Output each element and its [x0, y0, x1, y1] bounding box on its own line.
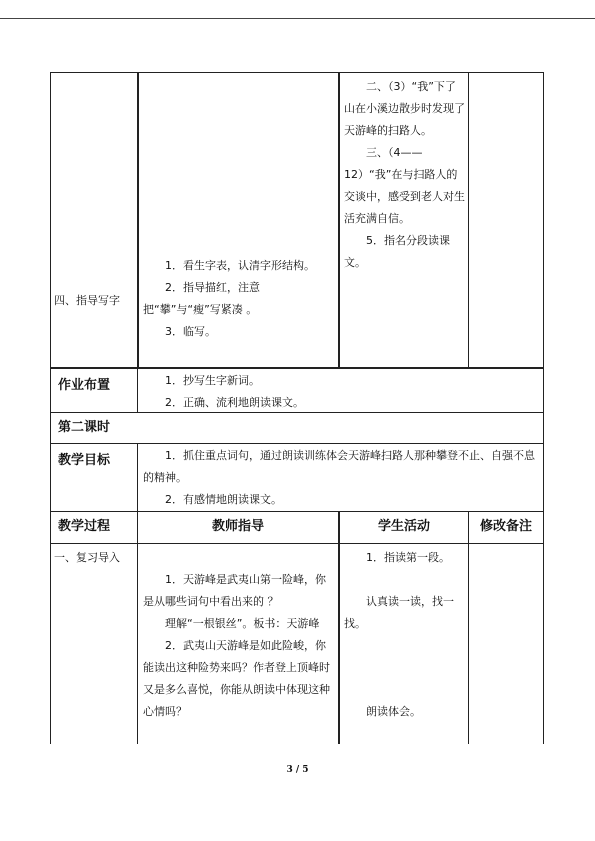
student-activity-writing: [344, 76, 465, 274]
section-label-review: 一、复习导入: [54, 551, 120, 564]
objectives-divider: [137, 443, 138, 511]
header-process: 教学过程: [58, 519, 111, 534]
teacher-item: 3．临写。: [165, 325, 216, 338]
row-divider-headers: [50, 511, 544, 512]
teacher-guidance-writing: [143, 255, 335, 343]
objectives-label: 教学目标: [58, 453, 111, 468]
homework-item: 1．抄写生字新词。: [165, 374, 260, 387]
student-item: 1．指读第一段。: [366, 551, 450, 564]
objective-item: 2．有感情地朗读课文。: [165, 493, 282, 506]
homework-label: 作业布置: [58, 378, 111, 393]
page-number: 3 / 5: [286, 765, 309, 775]
teacher-guidance-review: [143, 569, 335, 723]
objectives-items: [143, 445, 539, 511]
col-divider-3: [468, 72, 469, 368]
col-divider-1: [137, 72, 139, 368]
col-divider-2: [338, 72, 340, 368]
section-label-writing: 四、指导写字: [54, 294, 120, 307]
objective-item: 1．抓住重点词句，通过朗读训练体会天游峰扫路人那种攀登不止、自强不息的精神。: [143, 449, 535, 484]
student-item: 三、（4——12）“我”在与扫路人的交谈中，感受到老人对生活充满自信。: [344, 146, 465, 225]
teacher-item: 2．指导描红，注意把“攀”与“瘦”写紧凑 。: [143, 281, 260, 316]
homework-divider: [137, 368, 138, 412]
header-teacher: 教师指导: [211, 519, 264, 534]
student-item: 二、（3）“我”下了山在小溪边散步时发现了天游峰的扫路人。: [344, 80, 465, 137]
table-border-left: [50, 72, 51, 744]
teacher-item: 1．看生字表，认清字形结构。: [165, 259, 315, 272]
row-divider-homework: [50, 367, 544, 369]
student-item: 朗读体会。: [366, 705, 421, 718]
homework-items: [143, 370, 541, 414]
student-item: 认真读一读，找一找。: [344, 595, 454, 630]
table-border-right: [543, 72, 544, 744]
col-divider-3b: [468, 511, 469, 744]
teacher-item: 1．天游峰是武夷山第一险峰，你是从哪些词句中看出来的 ？: [143, 573, 326, 608]
header-student: 学生活动: [377, 519, 430, 534]
col-divider-1b: [137, 511, 138, 744]
homework-item: 2．正确、流利地朗读课文。: [165, 396, 304, 409]
student-item: 5．指名分段读课文。: [344, 234, 450, 269]
table-border-top: [50, 72, 544, 73]
student-activity-review: [344, 547, 465, 723]
row-divider-objectives: [50, 443, 544, 444]
header-notes: 修改备注: [479, 519, 532, 534]
col-divider-2b: [338, 511, 340, 744]
row-divider-review: [50, 543, 544, 544]
teacher-item: 理解“一根银丝”。板书：天游峰: [165, 617, 320, 630]
lesson2-title: 第二课时: [58, 420, 111, 435]
teacher-item: 2．武夷山天游峰是如此险峻，你能读出这种险势来吗？作者登上顶峰时又是多么喜悦，你能从朗读中体现这种心情吗？: [143, 639, 330, 718]
